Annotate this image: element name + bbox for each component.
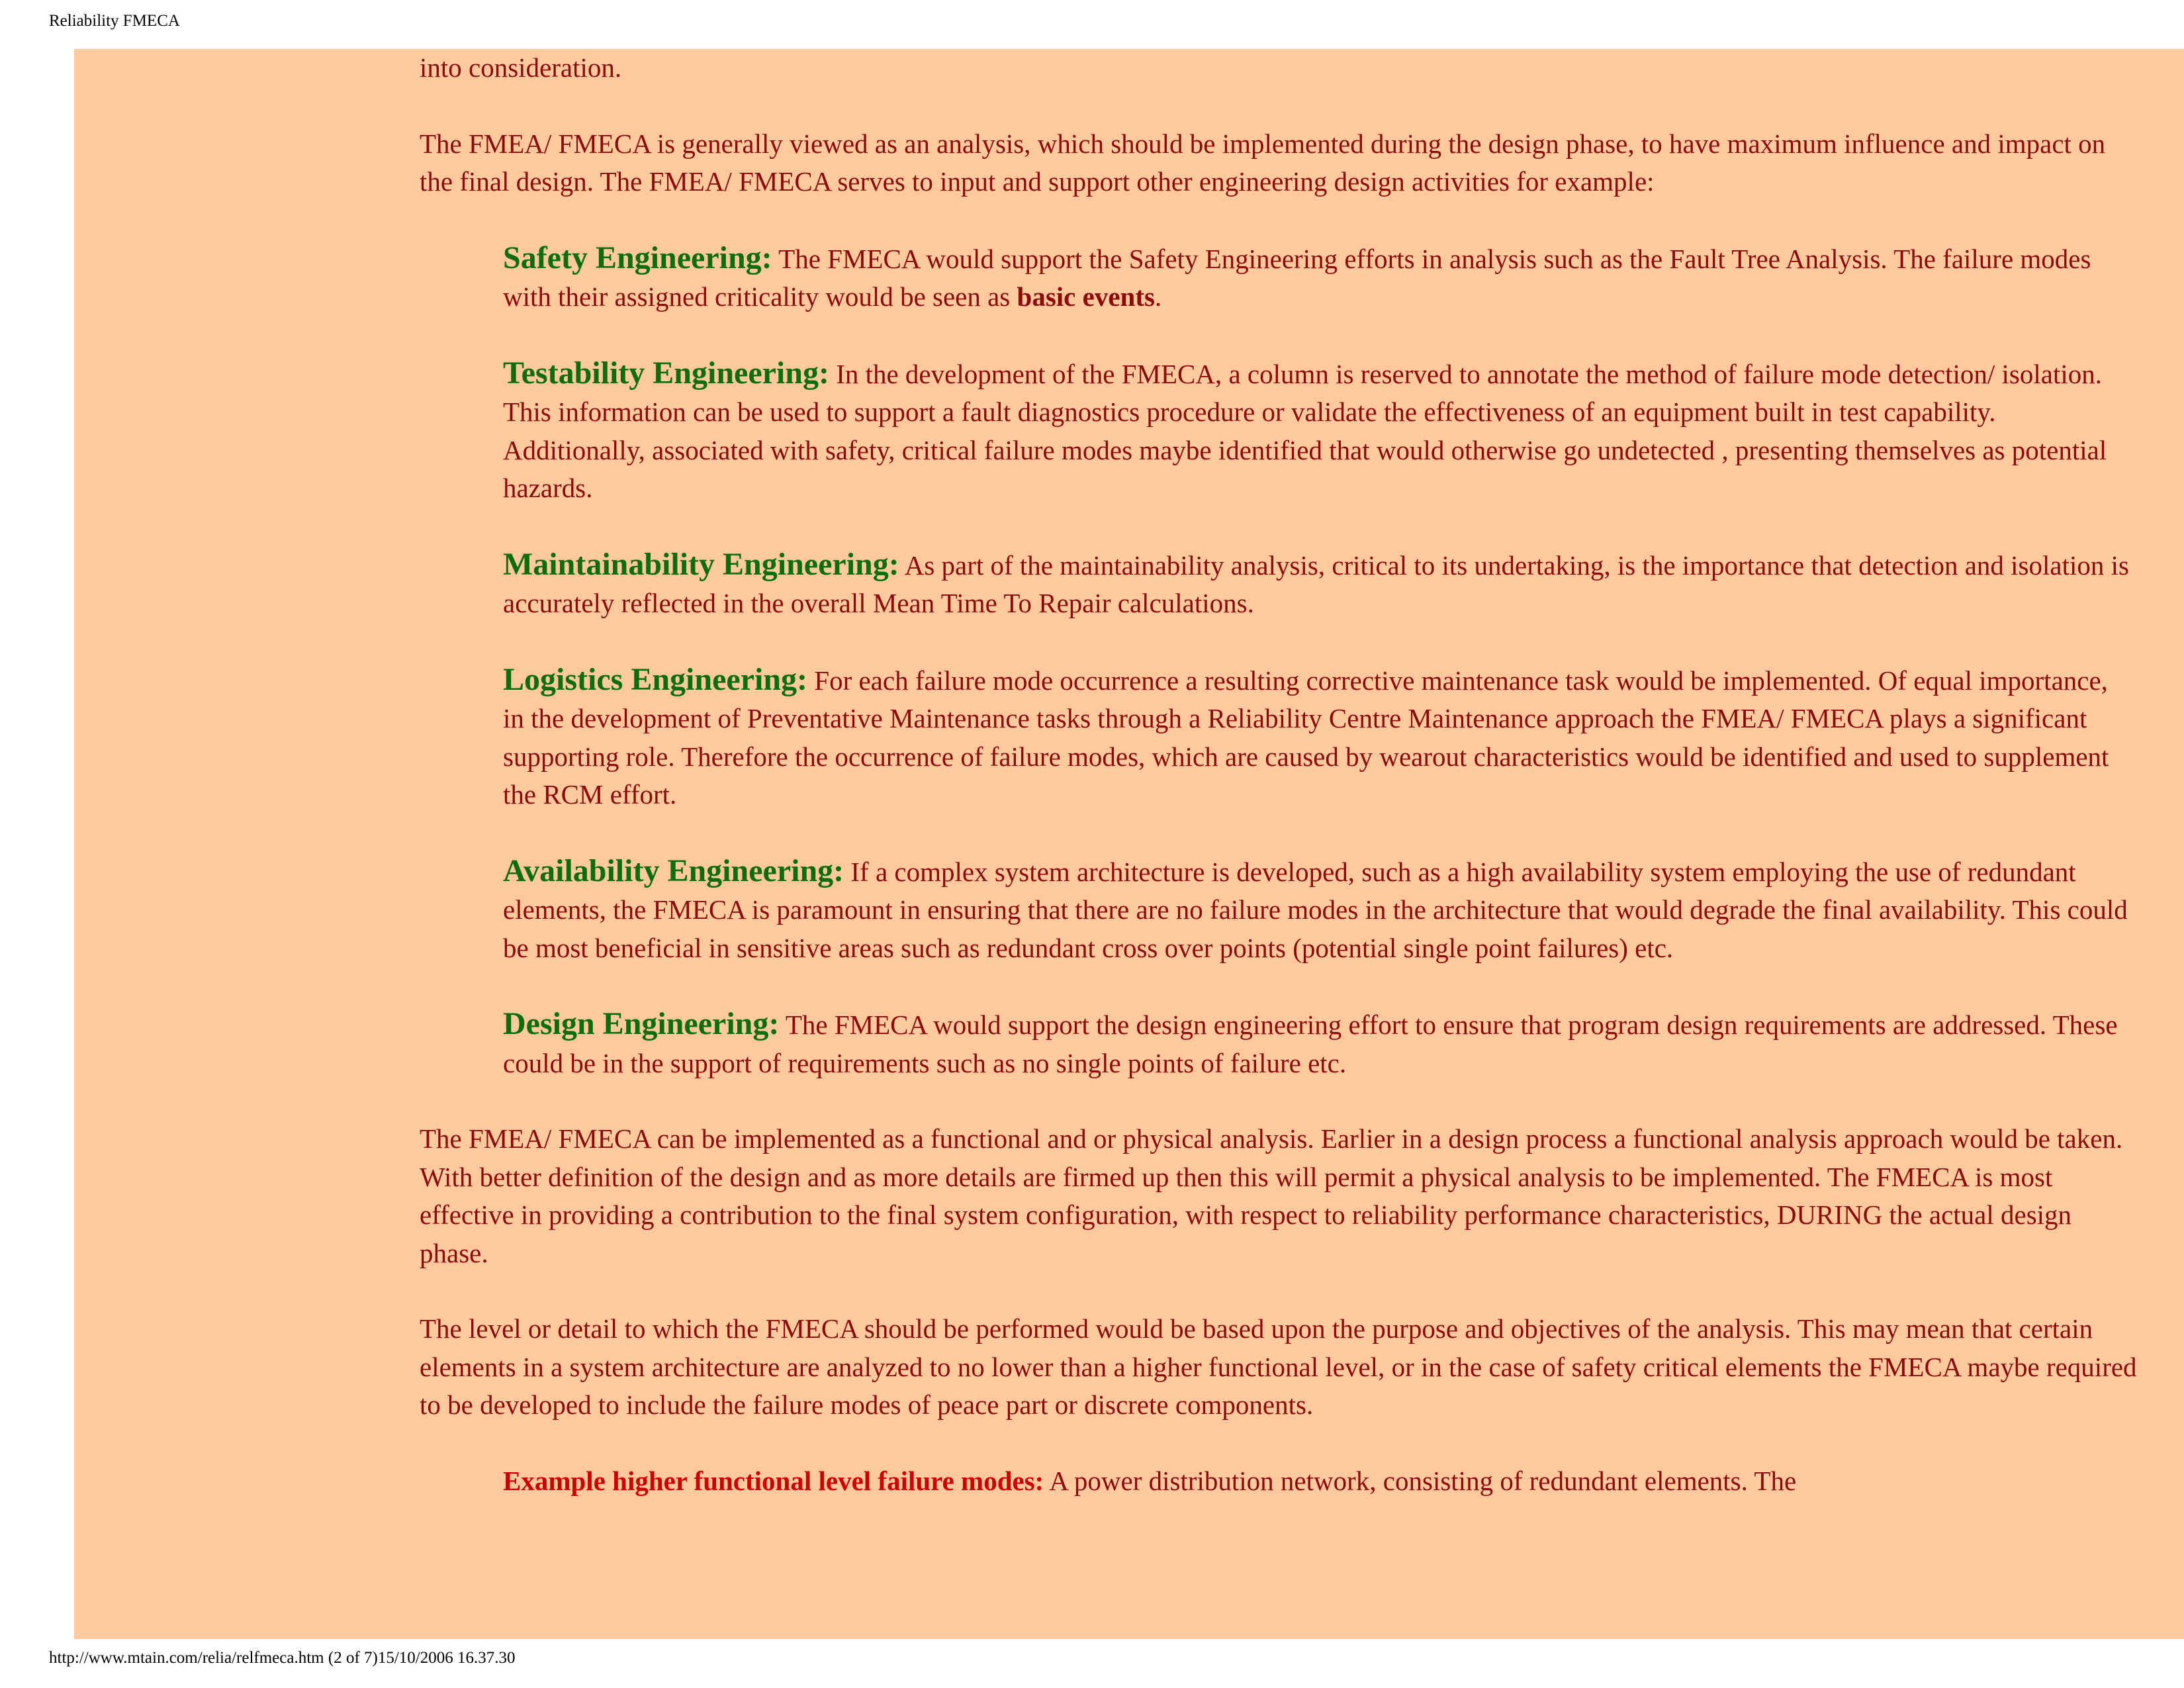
intro-fragment: into consideration. [420,52,622,83]
example-term: Example higher functional level failure modes: [503,1465,1044,1496]
availability-engineering-text: If a complex system architecture is developed, such as a high availability system employing the use of redundant elements, the FMECA is paramount in ensuring that there are no failure modes in the architecture that would degrade the final availability. This could be most beneficial in sensitive areas such as redundant cross over points (potential single point failures) etc. [503,856,2128,963]
testability-engineering-term: Testability Engineering: [503,355,829,391]
maintainability-engineering-text: As part of the maintainability analysis, critical to its undertaking, is the importance that detection and isolation is accurately reflected in the overall Mean Time To Repair calculations. [503,549,2129,618]
paragraph-level-detail: The level or detail to which the FMECA should be performed would be based upon the purpose and objectives of the analysis. This may mean that certain elements in a system architecture are analyzed to no lower than a higher functional level, or in the case of safety critical elements the FMECA maybe required to be developed to include the failure modes of peace part or discrete components. [420,1313,2137,1420]
paragraph-functional-physical: The FMEA/ FMECA can be implemented as a functional and or physical analysis. Earlier in a design process a functional analysis approach would be taken. With better definition of the design and as more details are firmed up then this will permit a physical analysis to be implemented. The FMECA is most effective in providing a contribution to the final system configuration, with respect to reliability performance characteristics, DURING the actual design phase. [420,1123,2123,1268]
availability-engineering-item [503,852,2131,968]
availability-engineering-term: Availability Engineering: [503,853,844,888]
safety-engineering-end: . [1154,281,1162,312]
maintainability-engineering-term: Maintainability Engineering: [503,546,899,582]
maintainability-engineering-item [503,545,2131,623]
logistics-engineering-item [503,661,2131,814]
basic-events-emphasis: basic events [1017,281,1155,312]
paragraph-design-phase: The FMEA/ FMECA is generally viewed as an analysis, which should be implemented during the design phase, to have maximum influence and impact on the final design. The FMEA/ FMECA serves to input and support other engineering design activities for example: [420,128,2106,197]
design-engineering-term: Design Engineering: [503,1006,780,1041]
logistics-engineering-text: For each failure mode occurrence a resulting corrective maintenance task would be implemented. Of equal importance, in the development of Preventative Maintenance tasks through a Reliability Centre Maintenance approach the FMEA/ FMECA plays a significant supporting role. Therefore the occurrence of failure modes, which are caused by wearout characteristics would be identified and used to supplement the RCM effort. [503,665,2109,810]
example-item [503,1462,2131,1501]
page-header-title: Reliability FMECA [49,12,180,30]
example-text: A power distribution network, consisting of redundant elements. The [1044,1465,1797,1496]
testability-engineering-text: In the development of the FMECA, a column is reserved to annotate the method of failure mode detection/ isolation. This information can be used to support a fault diagnostics procedure or validate the effectiveness of an equipment built in test capability. Additionally, associated with safety, critical failure modes maybe identified that would otherwise go undetected , presenting themselves as potential hazards. [503,358,2107,503]
design-engineering-text: The FMECA would support the design engineering effort to ensure that program design requirements are addressed. These could be in the support of requirements such as no single points of failure etc. [503,1009,2118,1078]
page-footer-url: http://www.mtain.com/relia/relfmeca.htm (2 of 7)15/10/2006 16.37.30 [49,1649,516,1667]
safety-engineering-item [503,239,2131,316]
document-body [420,49,2140,1500]
safety-engineering-term: Safety Engineering: [503,240,772,275]
design-engineering-item [503,1005,2131,1082]
testability-engineering-item [503,354,2131,508]
logistics-engineering-term: Logistics Engineering: [503,661,808,697]
safety-engineering-text: The FMECA would support the Safety Engineering efforts in analysis such as the Fault Tree Analysis. The failure modes with their assigned criticality would be seen as [503,243,2091,312]
